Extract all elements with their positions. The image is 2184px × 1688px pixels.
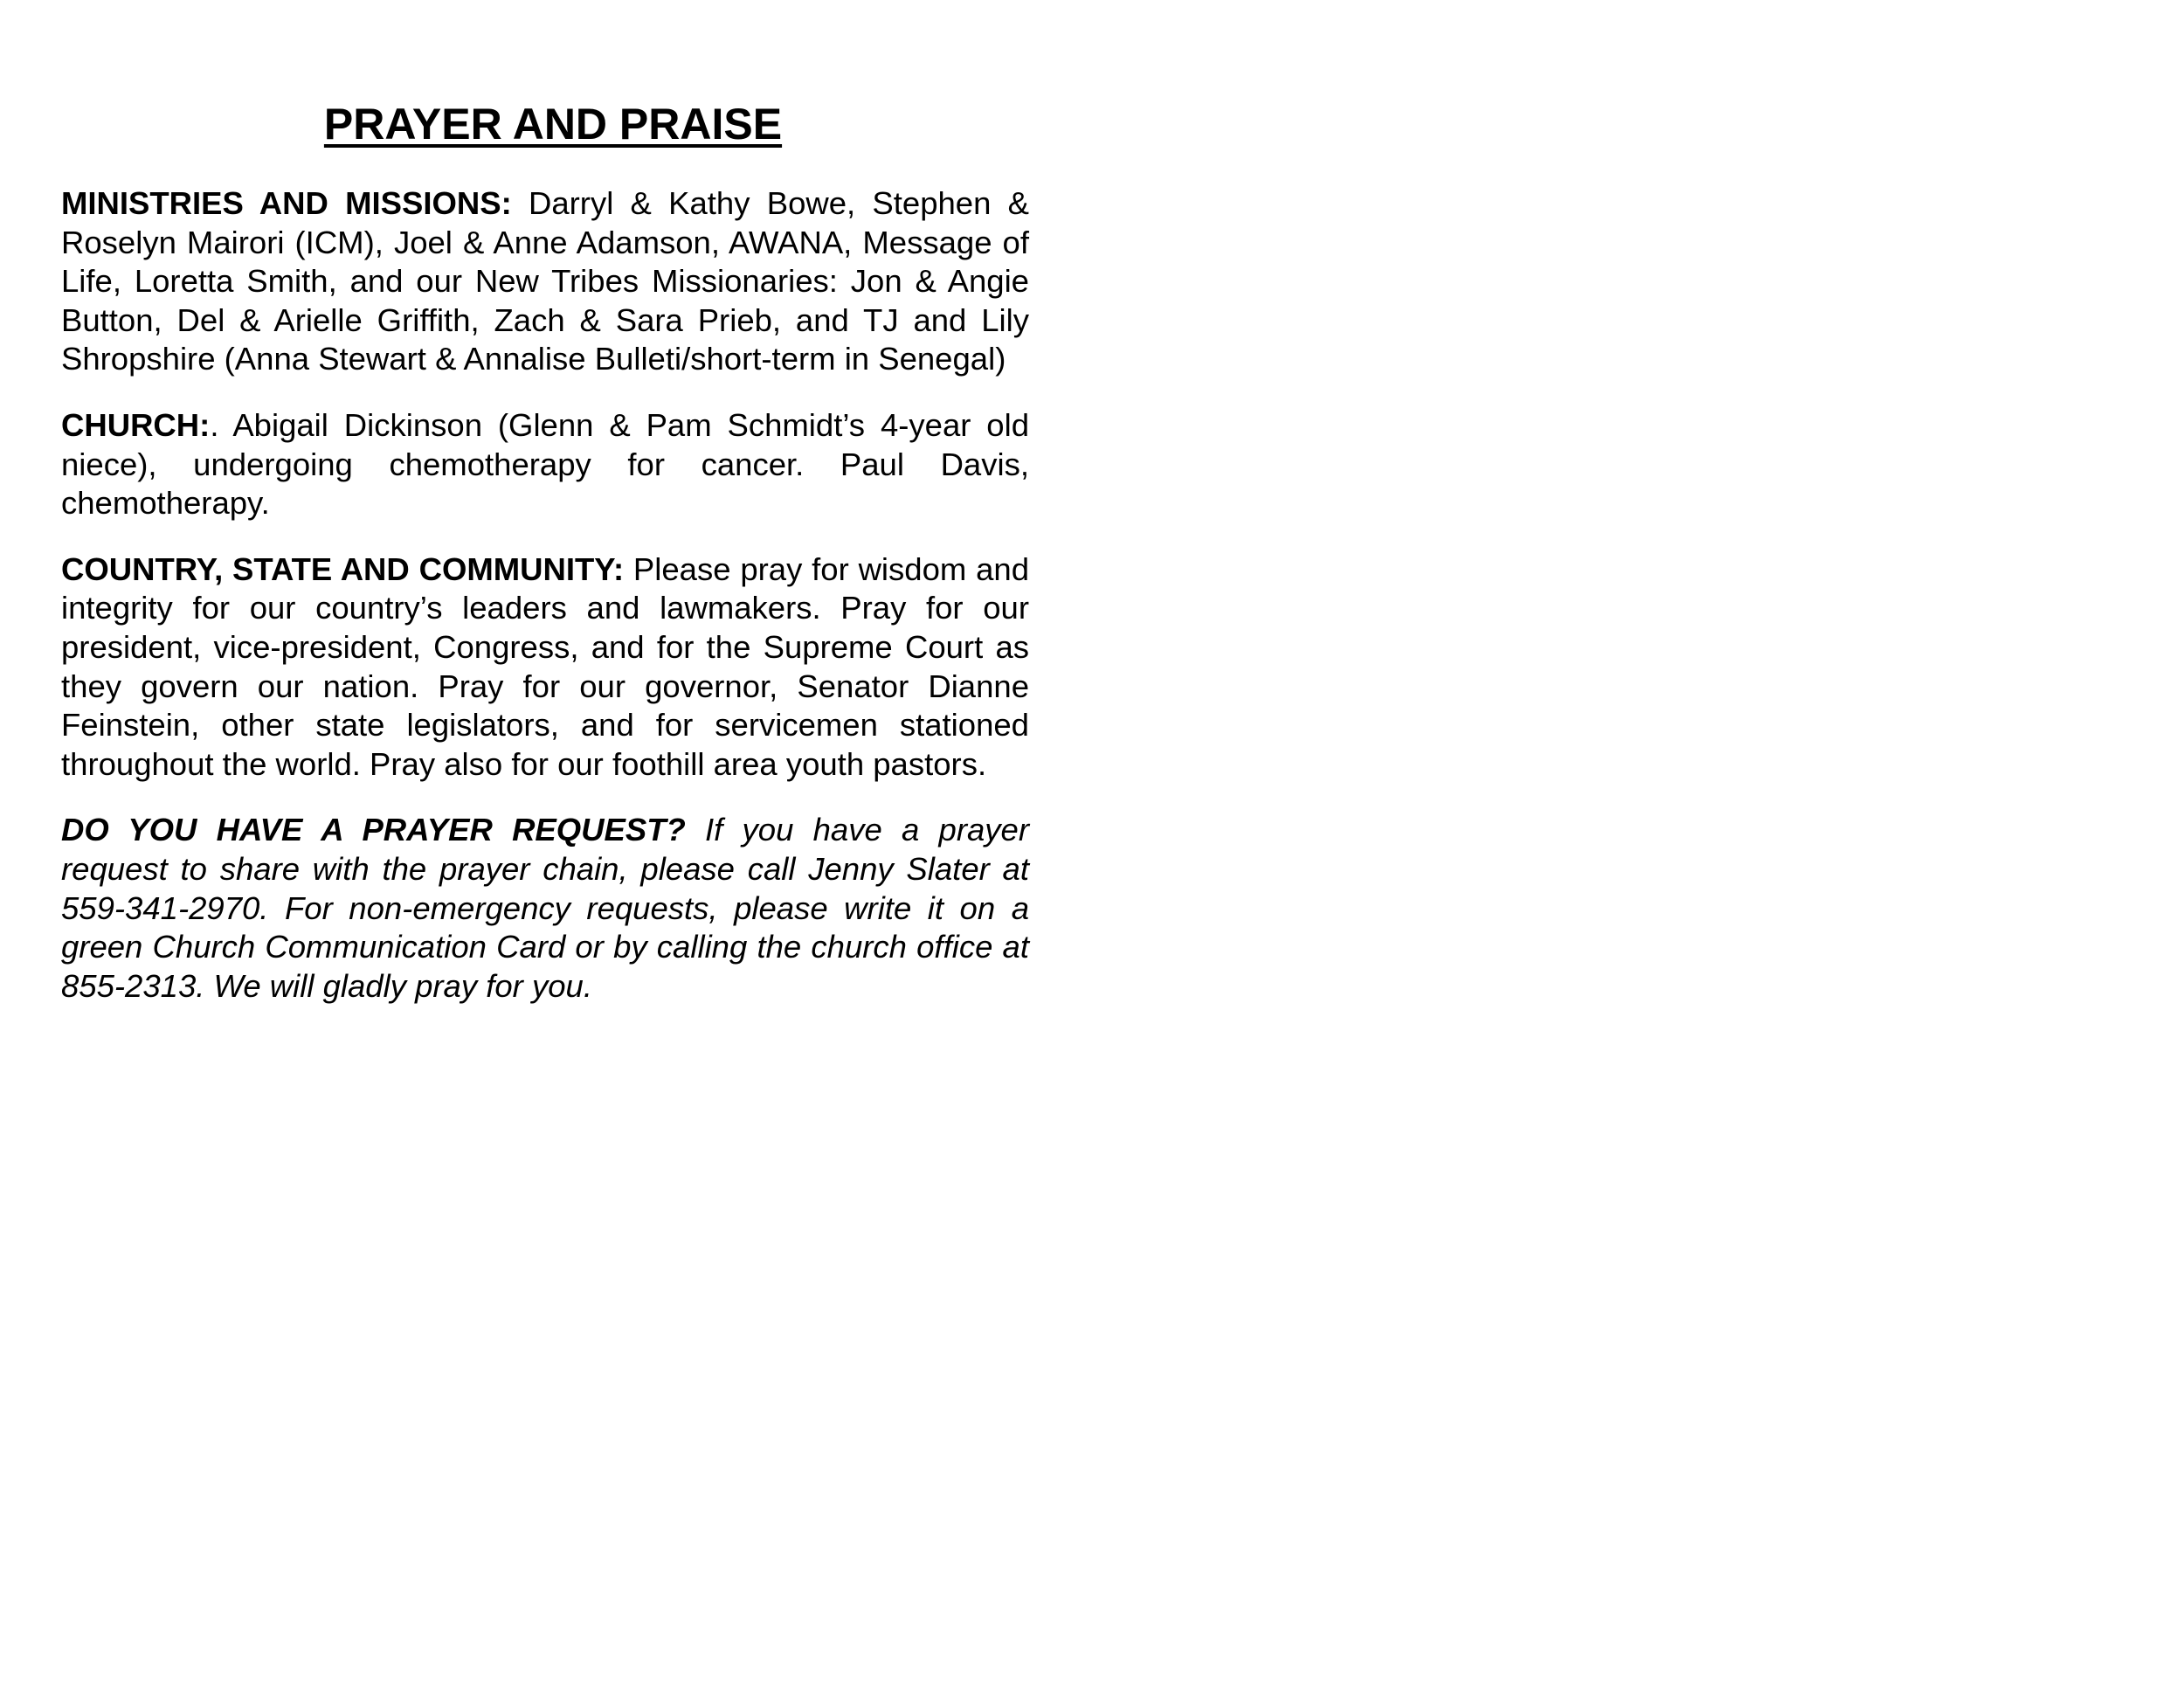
prayer-column [61, 94, 1029, 1033]
church-heading: CHURCH: [61, 406, 211, 443]
prayer-request-heading: DO YOU HAVE A PRAYER REQUEST? [61, 812, 686, 848]
country-heading: COUNTRY, STATE AND COMMUNITY: [61, 550, 625, 587]
country-text: Please pray for wisdom and integrity for our country’s leaders and lawmakers. Pray for our president, vice-president, Congress, and for the Supreme Court as they govern our nation. Pray for our governor, Senator Dianne Feinstein, other state legislators, and for servicemen stationed throughout the world. Pray also for our foothill area youth pastors. [61, 550, 1029, 782]
church-paragraph [61, 406, 1029, 523]
ministries-heading: MINISTRIES AND MISSIONS: [61, 185, 512, 221]
country-paragraph [61, 550, 1029, 785]
ministries-paragraph [61, 184, 1029, 379]
ministries-text: Darryl & Kathy Bowe, Stephen & Roselyn Mairori (ICM), Joel & Anne Adamson, AWANA, Message of Life, Loretta Smith, and our New Tribes Missionaries: Jon & Angie Button, Del & Arielle Griffith, Zach & Sara Prieb, and TJ and Lily Shropshire (Anna Stewart & Annalise Bulleti/short-term in Senegal) [61, 185, 1029, 377]
prayer-request-text: If you have a prayer request to share with the prayer chain, please call Jenny Slater at 559-341-2970. For non-emergency requests, please write it on a green Church Communication Card or by calling the church office at 855-2313. We will gladly pray for you. [61, 812, 1029, 1004]
page-title: PRAYER AND PRAISE [323, 100, 783, 149]
prayer-request-paragraph [61, 811, 1029, 1006]
church-text: . Abigail Dickinson (Glenn & Pam Schmidt’s 4-year old niece), undergoing chemotherapy for cancer. Paul Davis, chemotherapy. [61, 406, 1029, 522]
